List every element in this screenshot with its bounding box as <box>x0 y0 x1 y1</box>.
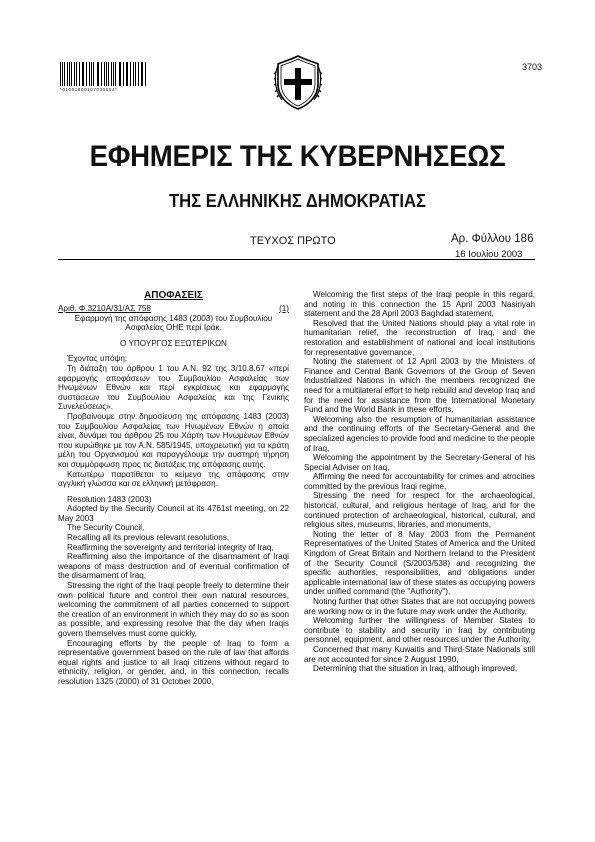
masthead-subtitle: ΤΗΣ ΕΛΛΗΝΙΚΗΣ ΔΗΜΟΚΡΑΤΙΑΣ <box>168 190 427 211</box>
resolution-title: Resolution 1483 (2003) <box>67 494 152 504</box>
decision-subject: Εφαρμογή της απόφασης 1483 (2003) του Συμβουλίου Ασφαλείας ΟΗΕ περί Ιράκ. <box>74 313 273 333</box>
barcode-bar <box>74 62 75 86</box>
paragraph: Encouraging efforts by the people of Iraq to form a representative government based on the rule of law that affords equal rights and justice to all Iraqi citizens without regard to ethnicity, religion, or gender, and, in this connection, recalls resolution 1325 (2000) of 31 October 2000, <box>58 638 289 686</box>
paragraph: Resolved that the United Nations should play a vital role in humanitarian relief, the reconstruction of Iraq, and the restoration and establishment of national and local institutions for representative governance, <box>304 318 535 357</box>
decision-number-line <box>58 304 289 314</box>
barcode-bar <box>97 62 98 86</box>
barcode-bar <box>123 62 124 86</box>
sheet-number: Αρ. Φύλλου 186 <box>451 233 534 245</box>
page-number: 3703 <box>522 62 543 72</box>
paragraph: Τη διάταξη του άρθρου 1 του Α.Ν. 92 της 3/10.8.67 «περί εφαρμογής αποφάσεων του Συμβουλίου Ασφαλείας των Ηνωμένων Εθνών και περί εγκρίσεως και εφαρμογής συστάσεων του Συμβουλίου Ασφαλείας και της Γενικής Συνελεύσεως». <box>58 363 289 412</box>
barcode-bar <box>93 62 94 86</box>
paragraph: Reaffirming the sovereignty and territorial integrity of Iraq, <box>67 542 274 552</box>
barcode-bar <box>82 62 83 86</box>
paragraph: Affirming the need for accountability for crimes and atrocities committed by the previous Iraqi regime, <box>304 472 535 491</box>
barcode <box>60 62 148 96</box>
paragraph: Noting the letter of 8 May 2003 from the Permanent Representatives of the United States of America and the United Kingdom of Great Britain and Northern Ireland to the President of the Security Council (S/2003/538) and recognizing the specific authorities, responsibilities, and obligations under applicable international law of these states as occupying powers under unified command (the "Authority"), <box>304 529 535 597</box>
paragraph: Welcoming the appointment by the Secretary-General of his Special Adviser on Iraq, <box>304 453 535 472</box>
paragraph: Recalling all its previous relevant resolutions, <box>67 533 230 543</box>
paragraph: Προβαίνουμε στην δημοσίευση της απόφασης 1483 (2003) του Συμβουλίου Ασφαλείας των Ηνωμένων Εθνών η οποία είναι, δυνάμει του άρθρου 25 του Χάρτη των Ηνωμένων Εθνών που κυρώθηκε με τον Α.Ν. 585/1945, υποχρεωτική για τα κράτη μέλη του Οργανισμού και παραγγέλουμε την αυστηρή τήρηση και συμμόρφωση προς τις διατάξεις της απόφασης αυτής. <box>58 411 289 469</box>
decision-ref: (1) <box>279 304 289 313</box>
issue-date: 16 Ιουλίου 2003 <box>455 249 523 260</box>
barcode-bar <box>67 62 68 86</box>
left-column <box>58 290 289 687</box>
coat-of-arms-icon <box>272 54 324 110</box>
paragraph: Welcoming also the resumption of humanitarian assistance and the continuing efforts of the Secretary-General and the specialized agencies to provide food and medicine to the people of Iraq, <box>304 414 535 453</box>
barcode-bar <box>83 62 84 86</box>
barcode-bar <box>135 62 136 86</box>
paragraph: Noting further that other States that are not occupying powers are working now or in the future may work under the Authority, <box>304 597 535 616</box>
authority-heading: Ο ΥΠΟΥΡΓΟΣ ΕΞΩΤΕΡΙΚΩΝ <box>120 338 227 348</box>
barcode-bar <box>111 62 112 86</box>
paragraph: Welcoming further the willingness of Member States to contribute to stability and security in Iraq by contributing personnel, equipment, and other resources under the Authority, <box>304 616 535 645</box>
paragraph: Stressing the right of the Iraqi people freely to determine their own political future and control their own natural resources, welcoming the commitment of all parties concerned to support the creation of an environment in which they may do so as soon as possible, and expressing resolve that the day when Iraqis govern themselves must come quickly, <box>58 581 289 638</box>
barcode-bar <box>142 62 143 86</box>
right-column <box>304 290 535 674</box>
header-rule <box>58 259 535 260</box>
paragraph: Stressing the need for respect for the archaeological, historical, cultural, and religious heritage of Iraq, and for the continued protection of archaeological, historical, cultural, and religious sites, museums, libraries, and monuments, <box>304 491 535 530</box>
barcode-number: *01001860107030004* <box>60 87 118 92</box>
barcode-bar <box>60 62 61 86</box>
paragraph: Κατωτέρω παρατίθεται το κείμενο της απόφασης στην αγγλική γλώσσα και σε ελληνική μετάφραση. <box>58 469 289 489</box>
paragraph: Concerned that many Kuwaitis and Third-State Nationals still are not accounted for since 2 August 1990, <box>304 644 535 664</box>
adopted-line: Adopted by the Security Council at its 4761st meeting, on 22 May 2003 <box>58 504 289 523</box>
barcode-bar <box>104 62 105 86</box>
having-regard: Έχοντας υπόψη: <box>67 354 128 364</box>
council-line: The Security Council, <box>67 523 145 533</box>
barcode-bar <box>115 62 116 86</box>
paragraph: Reaffirming also the importance of the disarmament of Iraqi weapons of mass destruction and of eventual confirmation of the disarmament of Iraq, <box>58 552 289 581</box>
decision-number: Αριθ. Φ.3210Α/31/ΑΣ 758 <box>58 304 151 313</box>
paragraph: Noting the statement of 12 April 2003 by the Ministers of Finance and Central Bank Governors of the Group of Seven Industrialized Nations in which the members recognized the need for a multilateral effort to help rebuild and develop Iraq and for the need for assistance from the International Monetary Fund and the World Bank in these efforts, <box>304 357 535 415</box>
section-title: ΑΠΟΦΑΣΕΙΣ <box>144 290 203 301</box>
masthead-title: ΕΦΗΜΕΡΙΣ ΤΗΣ ΚΥΒΕΡΝΗΣΕΩΣ <box>89 140 506 173</box>
barcode-bars <box>60 62 148 86</box>
paragraph: Welcoming the first steps of the Iraqi people in this regard, and noting in this connection the 15 April 2003 Nasiriyah statement and the 28 April 2003 Baghdad statement, <box>304 290 535 319</box>
paragraph: Determining that the situation in Iraq, although improved, <box>313 664 518 674</box>
issue-title: ΤΕΥΧΟΣ ΠΡΩΤΟ <box>250 235 336 247</box>
barcode-bar <box>127 62 128 86</box>
